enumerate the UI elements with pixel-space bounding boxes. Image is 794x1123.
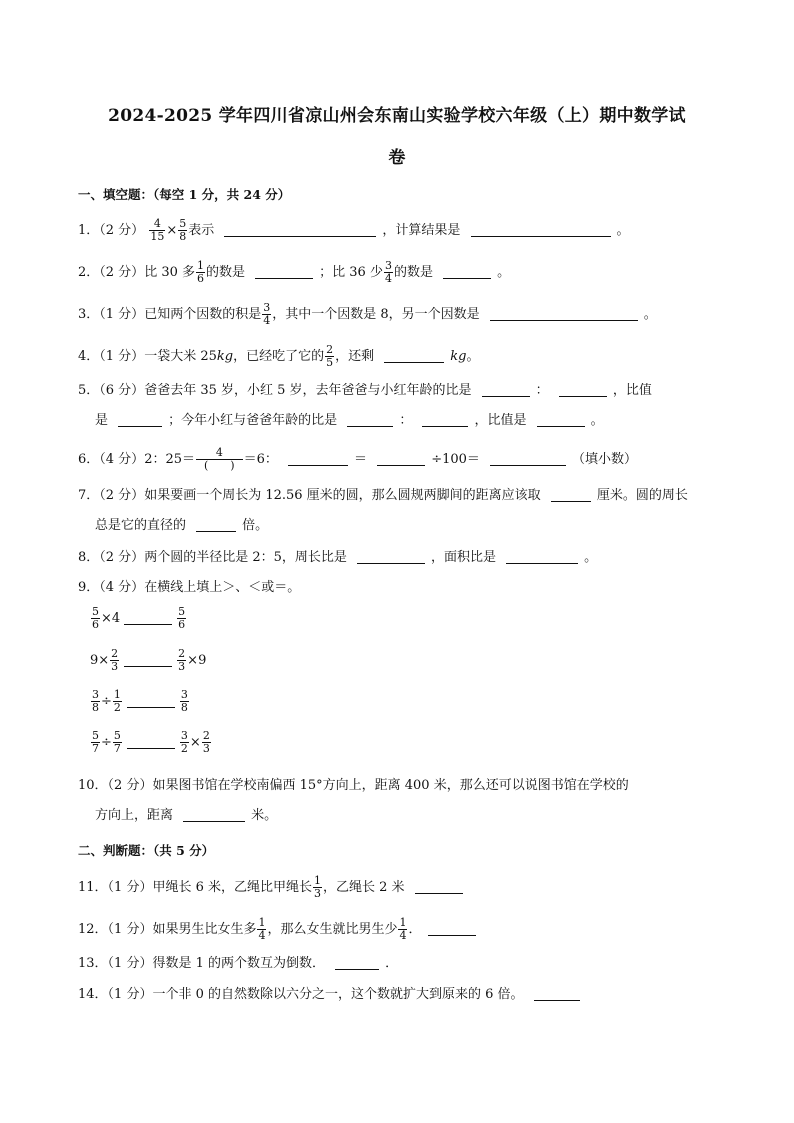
answer-blank[interactable] <box>124 652 172 667</box>
question-12: 12．（1 分）如果男生比女生多 $\frac{1}{4}$ ，那么女生就比男生少 $\frac{1}{4}$ ． <box>78 917 482 942</box>
answer-blank[interactable] <box>118 412 162 427</box>
fraction: $\frac{1}{6}$ <box>197 259 204 285</box>
fraction: $\frac{3}{4}$ <box>263 301 271 327</box>
answer-blank[interactable] <box>183 807 245 822</box>
answer-blank[interactable] <box>288 451 348 466</box>
answer-blank[interactable] <box>443 264 491 279</box>
question-2: 2．（2 分）比 30 多 $\frac{1}{6}$ 的数是 ；比 36 少 $\frac{3}{4}$ 的数是 。 <box>78 259 511 285</box>
answer-blank[interactable] <box>384 348 444 363</box>
answer-blank[interactable] <box>224 222 376 237</box>
fraction: $\frac{2}{5}$ <box>326 343 334 369</box>
fraction: $\frac{4}{( )}$ <box>196 447 243 472</box>
fraction: $\frac{4}{15}$ <box>150 217 165 243</box>
section-heading-fill-in: 一、填空题：（每空 1 分，共 24 分） <box>78 187 291 202</box>
answer-blank[interactable] <box>537 412 585 427</box>
answer-blank[interactable] <box>506 549 578 564</box>
question-7: 7．（2 分）如果要画一个周长为 12.56 厘米的圆，那么圆规两脚间的距离应该取 厘米。圆的周长 <box>78 488 688 503</box>
question-14: 14．（1 分）一个非 0 的自然数除以六分之一，这个数就扩大到原来的 6 倍。 <box>78 985 586 1005</box>
question-8: 8．（2 分）两个圆的半径比是 2：5，周长比是 ，面积比是 。 <box>78 550 598 565</box>
question-7-cont: 总是它的直径的 倍。 <box>95 518 269 533</box>
answer-blank[interactable] <box>482 382 530 397</box>
title-line-2: 卷 <box>388 148 406 168</box>
fraction: $\frac{1}{4}$ <box>258 916 266 942</box>
answer-blank[interactable] <box>551 487 591 502</box>
answer-blank[interactable] <box>377 451 425 466</box>
fraction: $\frac{5}{8}$ <box>179 217 187 243</box>
fraction: $\frac{1}{3}$ <box>314 874 321 900</box>
answer-blank[interactable] <box>347 412 393 427</box>
answer-blank[interactable] <box>255 264 313 279</box>
answer-blank[interactable] <box>415 879 463 894</box>
answer-blank[interactable] <box>534 986 580 1001</box>
answer-blank[interactable] <box>422 412 468 427</box>
answer-blank[interactable] <box>428 921 476 936</box>
question-4: 4．（1 分）一袋大米 25kg，已经吃了它的 $\frac{2}{5}$ ，还剩 kg。 <box>78 343 480 369</box>
question-1: 1．（2 分） $\frac{4}{15}$ × $\frac{5}{8}$ 表示 ，计算结果是 。 <box>78 217 630 243</box>
title-line-1: 2024-2025 学年四川省凉山州会东南山实验学校六年级（上）期中数学试 <box>108 106 686 126</box>
question-13: 13．（1 分）得数是 1 的两个数互为倒数． ． <box>78 956 399 971</box>
answer-blank[interactable] <box>127 734 175 749</box>
section-heading-judge: 二、判断题：（共 5 分） <box>78 843 215 858</box>
answer-blank[interactable] <box>335 955 379 970</box>
answer-blank[interactable] <box>124 610 172 625</box>
question-9: 9．（4 分）在横线上填上＞、＜或＝。 <box>78 580 301 595</box>
compare-item-4: $\frac{5}{7}$ ÷ $\frac{5}{7}$ $\frac{3}{2}$ × $\frac{2}{3}$ <box>92 729 210 755</box>
answer-blank[interactable] <box>357 549 425 564</box>
question-5: 5．（6 分）爸爸去年 35 岁，小红 5 岁，去年爸爸与小红年龄的比是 ： ，比值 <box>78 383 652 398</box>
answer-blank[interactable] <box>559 382 607 397</box>
question-3: 3．（1 分）已知两个因数的积是 $\frac{3}{4}$ ，其中一个因数是 8，另一个因数是 。 <box>78 301 657 327</box>
question-11: 11．（1 分）甲绳长 6 米，乙绳比甲绳长 $\frac{1}{3}$ ，乙绳长 2 米 <box>78 875 469 900</box>
question-6: 6．（4 分）2：25＝ $\frac{4}{( )}$ ＝6： ＝ ÷100＝ （填小数） <box>78 446 638 472</box>
question-5-cont: 是 ；今年小红与爸爸年龄的比是 ： ，比值是 。 <box>95 413 604 428</box>
question-10-cont: 方向上，距离 米。 <box>95 808 278 823</box>
page-title <box>60 95 734 179</box>
answer-blank[interactable] <box>196 517 236 532</box>
fraction: $\frac{1}{4}$ <box>399 916 407 942</box>
answer-blank[interactable] <box>471 222 611 237</box>
fraction: $\frac{3}{4}$ <box>384 259 392 285</box>
compare-item-3: $\frac{3}{8}$ ÷ $\frac{1}{2}$ $\frac{3}{8}$ <box>92 688 188 714</box>
compare-item-1: $\frac{5}{6}$ ×4 $\frac{5}{6}$ <box>92 605 186 631</box>
answer-blank[interactable] <box>490 306 638 321</box>
question-10: 10．（2 分）如果图书馆在学校南偏西 15°方向上，距离 400 米，那么还可以说图书馆在学校的 <box>78 778 629 793</box>
compare-item-2: 9× $\frac{2}{3}$ $\frac{2}{3}$ ×9 <box>90 647 207 673</box>
answer-blank[interactable] <box>490 451 566 466</box>
answer-blank[interactable] <box>127 693 175 708</box>
